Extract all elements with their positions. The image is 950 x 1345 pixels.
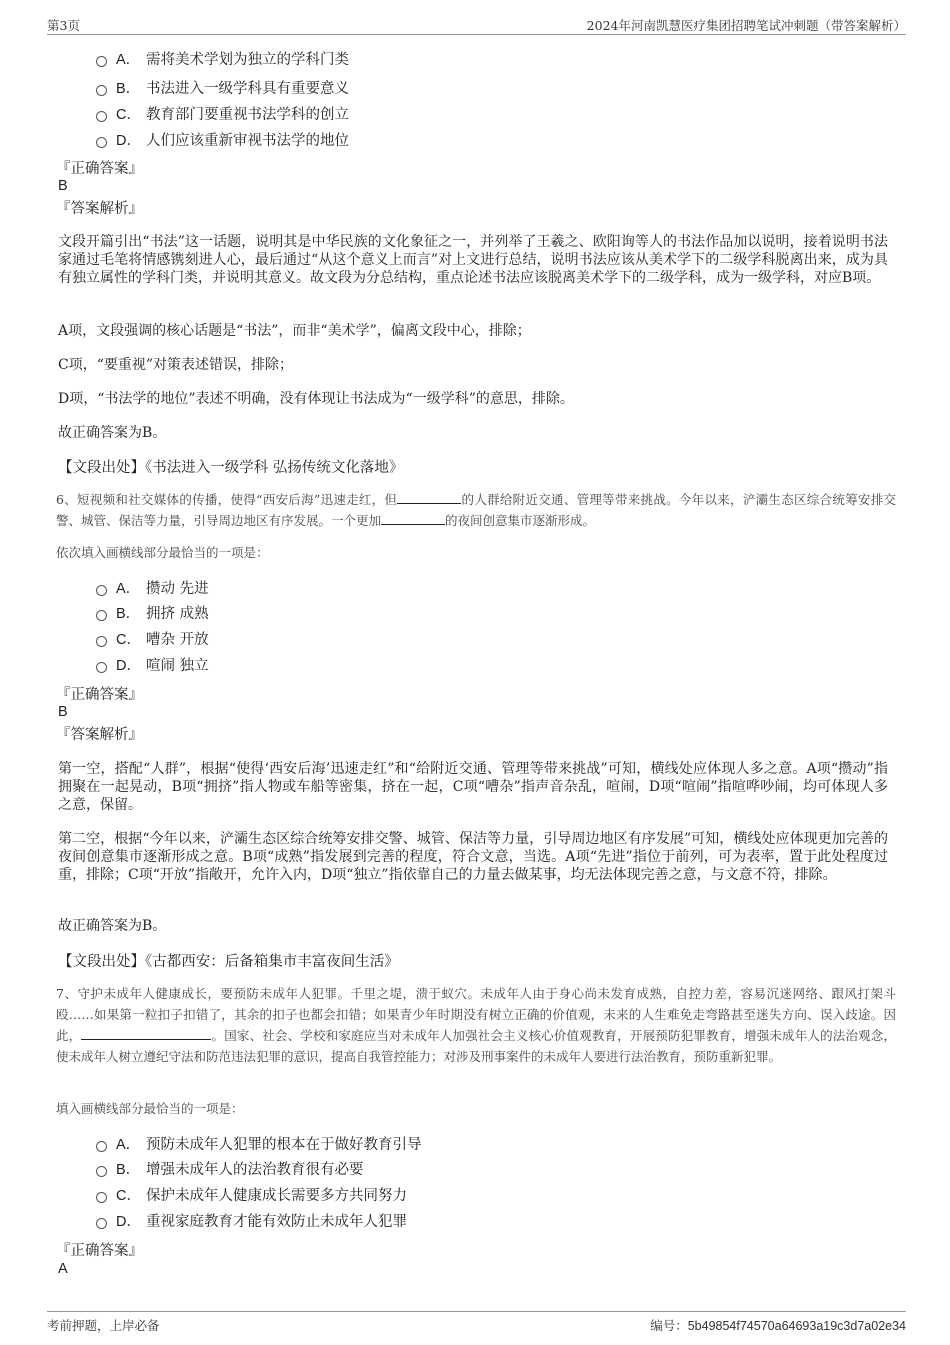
radio-icon[interactable] (96, 111, 107, 122)
q6-analysis-conclusion: 故正确答案为B。 (58, 918, 167, 934)
radio-icon[interactable] (96, 610, 107, 621)
blank-line (381, 512, 445, 525)
correct-answer-label: 『正确答案』 (56, 1243, 143, 1259)
correct-answer-label: 『正确答案』 (56, 161, 143, 177)
page-header (47, 14, 906, 35)
page-number: 第3页 (47, 18, 80, 33)
q6-answer: B (58, 704, 68, 720)
page-footer (47, 1311, 906, 1334)
correct-answer-label: 『正确答案』 (56, 687, 143, 703)
radio-icon[interactable] (96, 85, 107, 96)
q6-stem: 6、短视频和社交媒体的传播，使得“西安后海”迅速走红，但 的人群给附近交通、管理等带来挑战。今年以来，浐灞生态区综合统筹安排交警、城管、保洁等力量，引导周边地区有序发展。一个更加 的夜间创意集市逐渐形成。 (56, 492, 896, 528)
q7-option-a[interactable]: A． 预防未成年人犯罪的根本在于做好教育引导 (96, 1135, 422, 1155)
radio-icon[interactable] (96, 662, 107, 673)
q5-analysis-a: A项，文段强调的核心话题是“书法”，而非“美术学”，偏离文段中心，排除； (58, 323, 531, 339)
document-title: 2024年河南凯慧医疗集团招聘笔试冲刺题（带答案解析） (586, 18, 906, 33)
footer-slogan: 考前押题，上岸必备 (47, 1318, 160, 1333)
blank-line (397, 491, 461, 504)
q7-answer: A (58, 1261, 68, 1277)
analysis-label: 『答案解析』 (56, 727, 143, 743)
radio-icon[interactable] (96, 56, 107, 67)
q5-option-d[interactable]: D． 人们应该重新审视书法学的地位 (96, 131, 349, 151)
q5-option-c[interactable]: C． 教育部门要重视书法学科的创立 (96, 105, 349, 125)
q6-option-a[interactable]: A． 攒动 先进 (96, 579, 209, 599)
q5-analysis-conclusion: 故正确答案为B。 (58, 425, 167, 441)
q5-option-b[interactable]: B． 书法进入一级学科具有重要意义 (96, 79, 349, 99)
radio-icon[interactable] (96, 1166, 107, 1177)
q7-option-d[interactable]: D． 重视家庭教育才能有效防止未成年人犯罪 (96, 1212, 407, 1232)
document-id: 编号：5b49854f74570a64693a19c3d7a02e34 (650, 1318, 906, 1333)
q6-analysis-blank2: 第二空，根据“今年以来，浐灞生态区综合统筹安排交警、城管、保洁等力量，引导周边地区有序发展”可知，横线处应体现更加完善的夜间创意集市逐渐形成之意。B项“成熟”指发展到完善的程度，符合文意，当选。A项“先进”指位于前列，可为表率，置于此处程度过重，排除；C项“开放”指敞开，允许入内，D项“独立”指依靠自己的力量去做某事，均无法体现完善之意，与文意不符，排除。 (58, 831, 888, 883)
q7-option-c[interactable]: C． 保护未成年人健康成长需要多方共同努力 (96, 1186, 407, 1206)
analysis-label: 『答案解析』 (56, 201, 143, 217)
q6-option-c[interactable]: C． 嘈杂 开放 (96, 630, 209, 650)
radio-icon[interactable] (96, 1218, 107, 1229)
radio-icon[interactable] (96, 1141, 107, 1152)
radio-icon[interactable] (96, 636, 107, 647)
q6-option-b[interactable]: B． 拥挤 成熟 (96, 604, 209, 624)
q7-prompt: 填入画横线部分最恰当的一项是： (56, 1101, 244, 1116)
q7-stem: 7、守护未成年人健康成长，要预防未成年人犯罪。千里之堤，溃于蚁穴。未成年人由于身心尚未发育成熟，自控力差，容易沉迷网络、跟风打架斗殴……如果第一粒扣子扣错了，其余的扣子也都会扣错；如果青少年时期没有树立正确的价值观，未来的人生难免走弯路甚至迷失方向、误入歧途。因此， 。国家、社会、学校和家庭应当对未成年人加强社会主义核心价值观教育，开展预防犯罪教育，增强未成年人的法治观念，使未成年人树立遵纪守法和防范违法犯罪的意识，提高自我管控能力；对涉及刑事案件的未成年人要进行法治教育，预防重新犯罪。 (56, 986, 897, 1064)
q6-prompt: 依次填入画横线部分最恰当的一项是： (56, 545, 269, 560)
q5-analysis-d: D项，“书法学的地位”表述不明确，没有体现让书法成为“一级学科”的意思，排除。 (58, 391, 574, 407)
q5-source: 【文段出处】《书法进入一级学科 弘扬传统文化落地》 (58, 460, 404, 476)
q6-option-d[interactable]: D． 喧闹 独立 (96, 656, 209, 676)
radio-icon[interactable] (96, 585, 107, 596)
radio-icon[interactable] (96, 137, 107, 148)
q6-analysis-blank1: 第一空，搭配“人群”，根据“使得‘西安后海’迅速走红”和“给附近交通、管理等带来挑战”可知，横线处应体现人多之意。A项“攒动”指拥聚在一起晃动，B项“拥挤”指人物或车船等密集，挤在一起，C项“嘈杂”指声音杂乱，喧闹，D项“喧闹”指喧哗吵闹，均可体现人多之意，保留。 (58, 761, 888, 813)
q5-answer: B (58, 178, 68, 194)
blank-line (81, 1027, 211, 1040)
q5-option-a[interactable]: A． 需将美术学划为独立的学科门类 (96, 50, 349, 70)
radio-icon[interactable] (96, 1192, 107, 1203)
q5-analysis-summary: 文段开篇引出“书法”这一话题，说明其是中华民族的文化象征之一，并列举了王羲之、欧阳询等人的书法作品加以说明，接着说明书法家通过毛笔将情感镌刻进人心，最后通过“从这个意义上而言”对上文进行总结，说明书法应该从美术学下的二级学科脱离出来，成为具有独立属性的学科门类，并说明其意义。故文段为分总结构，重点论述书法应该脱离美术学下的二级学科，成为一级学科，对应B项。 (58, 234, 888, 286)
q7-option-b[interactable]: B． 增强未成年人的法治教育很有必要 (96, 1160, 364, 1180)
q6-source: 【文段出处】《古都西安：后备箱集市丰富夜间生活》 (58, 954, 399, 970)
q5-analysis-c: C项，“要重视”对策表述错误，排除； (58, 357, 294, 373)
